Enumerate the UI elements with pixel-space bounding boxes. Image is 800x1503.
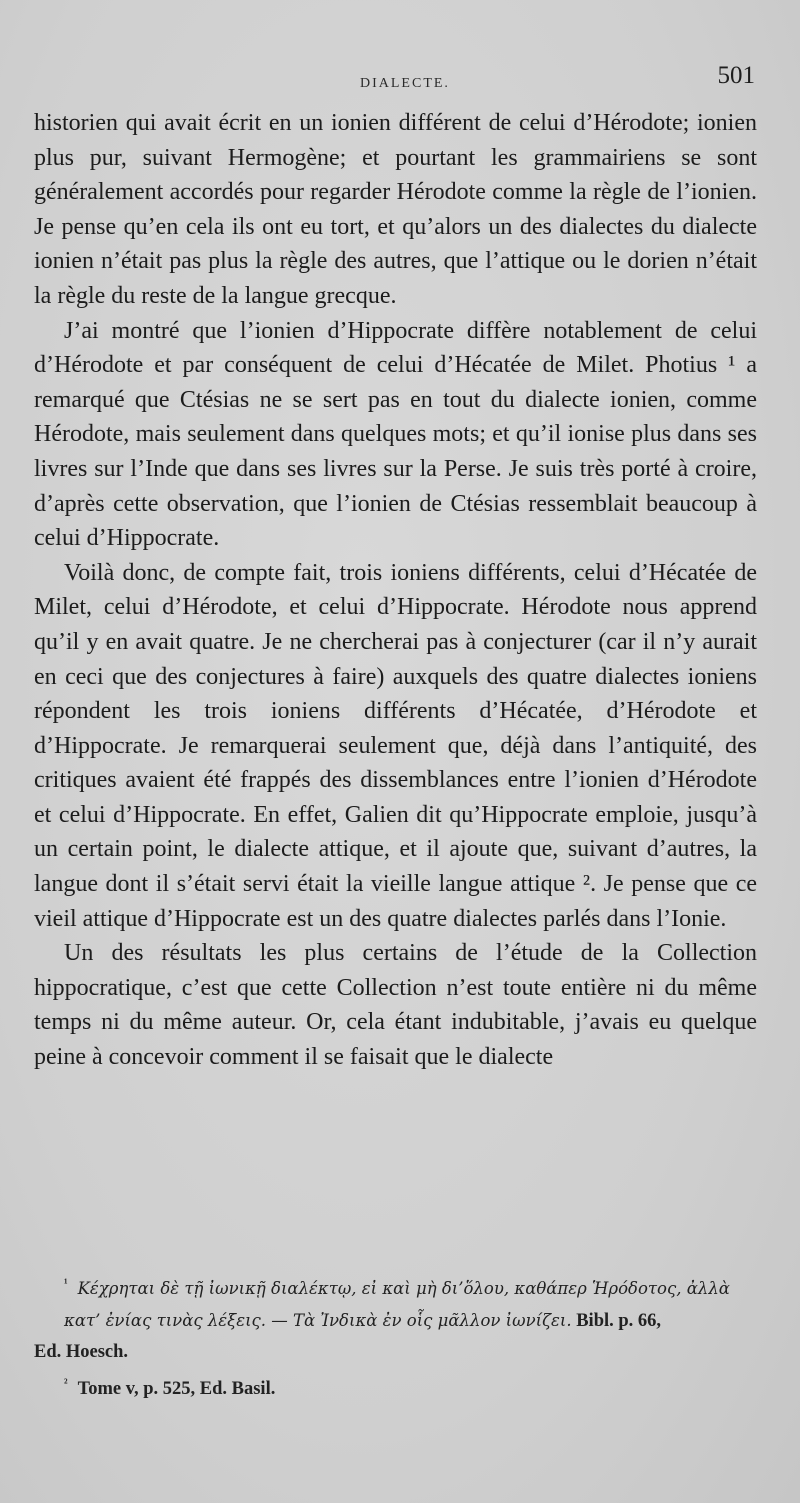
footnotes: [34, 1268, 759, 1405]
footnote-1-continuation: Ed. Hoesch.: [34, 1342, 129, 1363]
footnote-2-text: Tome v, p. 525, Ed. Basil.: [77, 1379, 276, 1400]
footnote-1-reference: Bibl. p. 66,: [576, 1311, 662, 1332]
paragraph-3: Voilà donc, de compte fait, trois ioniens différents, celui d’Hécatée de Milet, celui d’Hérodote, et celui d’Hippocrate. Hérodote nous apprend qu’il y en avait quatre. Je ne chercherai pas à conjecturer (car il n’y aurait en ceci que des conjectures à faire) auxquels des quatre dialectes ioniens répondent les trois ioniens différents d’Hécatée, d’Hérodote et d’Hippocrate. Je remarquerai seulement que, déjà dans l’antiquité, des critiques avaient été frappés des dissemblances entre l’ionien d’Hérodote et celui d’Hippocrate. En effet, Galien dit qu’Hippocrate emploie, jusqu’à un certain point, le dialecte attique, et il ajoute que, suivant d’autres, la langue dont il s’était servi était la vieille langue attique ². Je pense que ce vieil attique d’Hippocrate est un des quatre dialectes parlés dans l’Ionie.: [34, 559, 757, 932]
main-text: [34, 106, 757, 1075]
running-title: DIALECTE.: [360, 76, 450, 91]
footnote-2-marker: ²: [64, 1376, 68, 1391]
footnote-1-marker: ¹: [64, 1276, 68, 1290]
footnote-1-greek-quote: Κέχρηται δὲ τῇ ἰωνικῇ διαλέκτῳ, εἰ καὶ μὴ δι’ὅλου, καθάπερ Ἡρόδοτος, ἀλλὰ κατ’ ἐνίας τινὰς λέξεις. — Τὰ Ἰνδικὰ ἐν οἷς μᾶλλον ἰωνίζει.: [64, 1279, 730, 1331]
paragraph-2: J’ai montré que l’ionien d’Hippocrate diffère notablement de celui d’Hérodote et par conséquent de celui d’Hécatée de Milet. Photius ¹ a remarqué que Ctésias ne se sert pas en tout du dialecte ionien, comme Hérodote, mais seulement dans quelques mots; et qu’il ionise plus dans ses livres sur l’Inde que dans ses livres sur la Perse. Je suis très porté à croire, d’après cette observation, que l’ionien de Ctésias ressemblait beaucoup à celui d’Hippocrate.: [34, 317, 757, 552]
paragraph-4: Un des résultats les plus certains de l’étude de la Collection hippocratique, c’est que cette Collection n’est toute entière ni du même temps ni du même auteur. Or, cela étant indubitable, j’avais eu quelque peine à concevoir comment il se faisait que le dialecte: [34, 940, 757, 1071]
paragraph-1: historien qui avait écrit en un ionien différent de celui d’Hérodote; ionien plus pur, suivant Hermogène; et pourtant les grammairiens se sont généralement accordés pour regarder Hérodote comme la règle de l’ionien. Je pense qu’en cela ils ont eu tort, et qu’alors un des dialectes du dialecte ionien n’était pas plus la règle des autres, que l’attique ou le dorien n’était la règle du reste de la langue grecque.: [34, 110, 757, 309]
footnote-1: [64, 1268, 759, 1337]
page-number: 501: [717, 62, 755, 89]
footnote-2: [64, 1368, 759, 1405]
page-header: [30, 62, 755, 102]
